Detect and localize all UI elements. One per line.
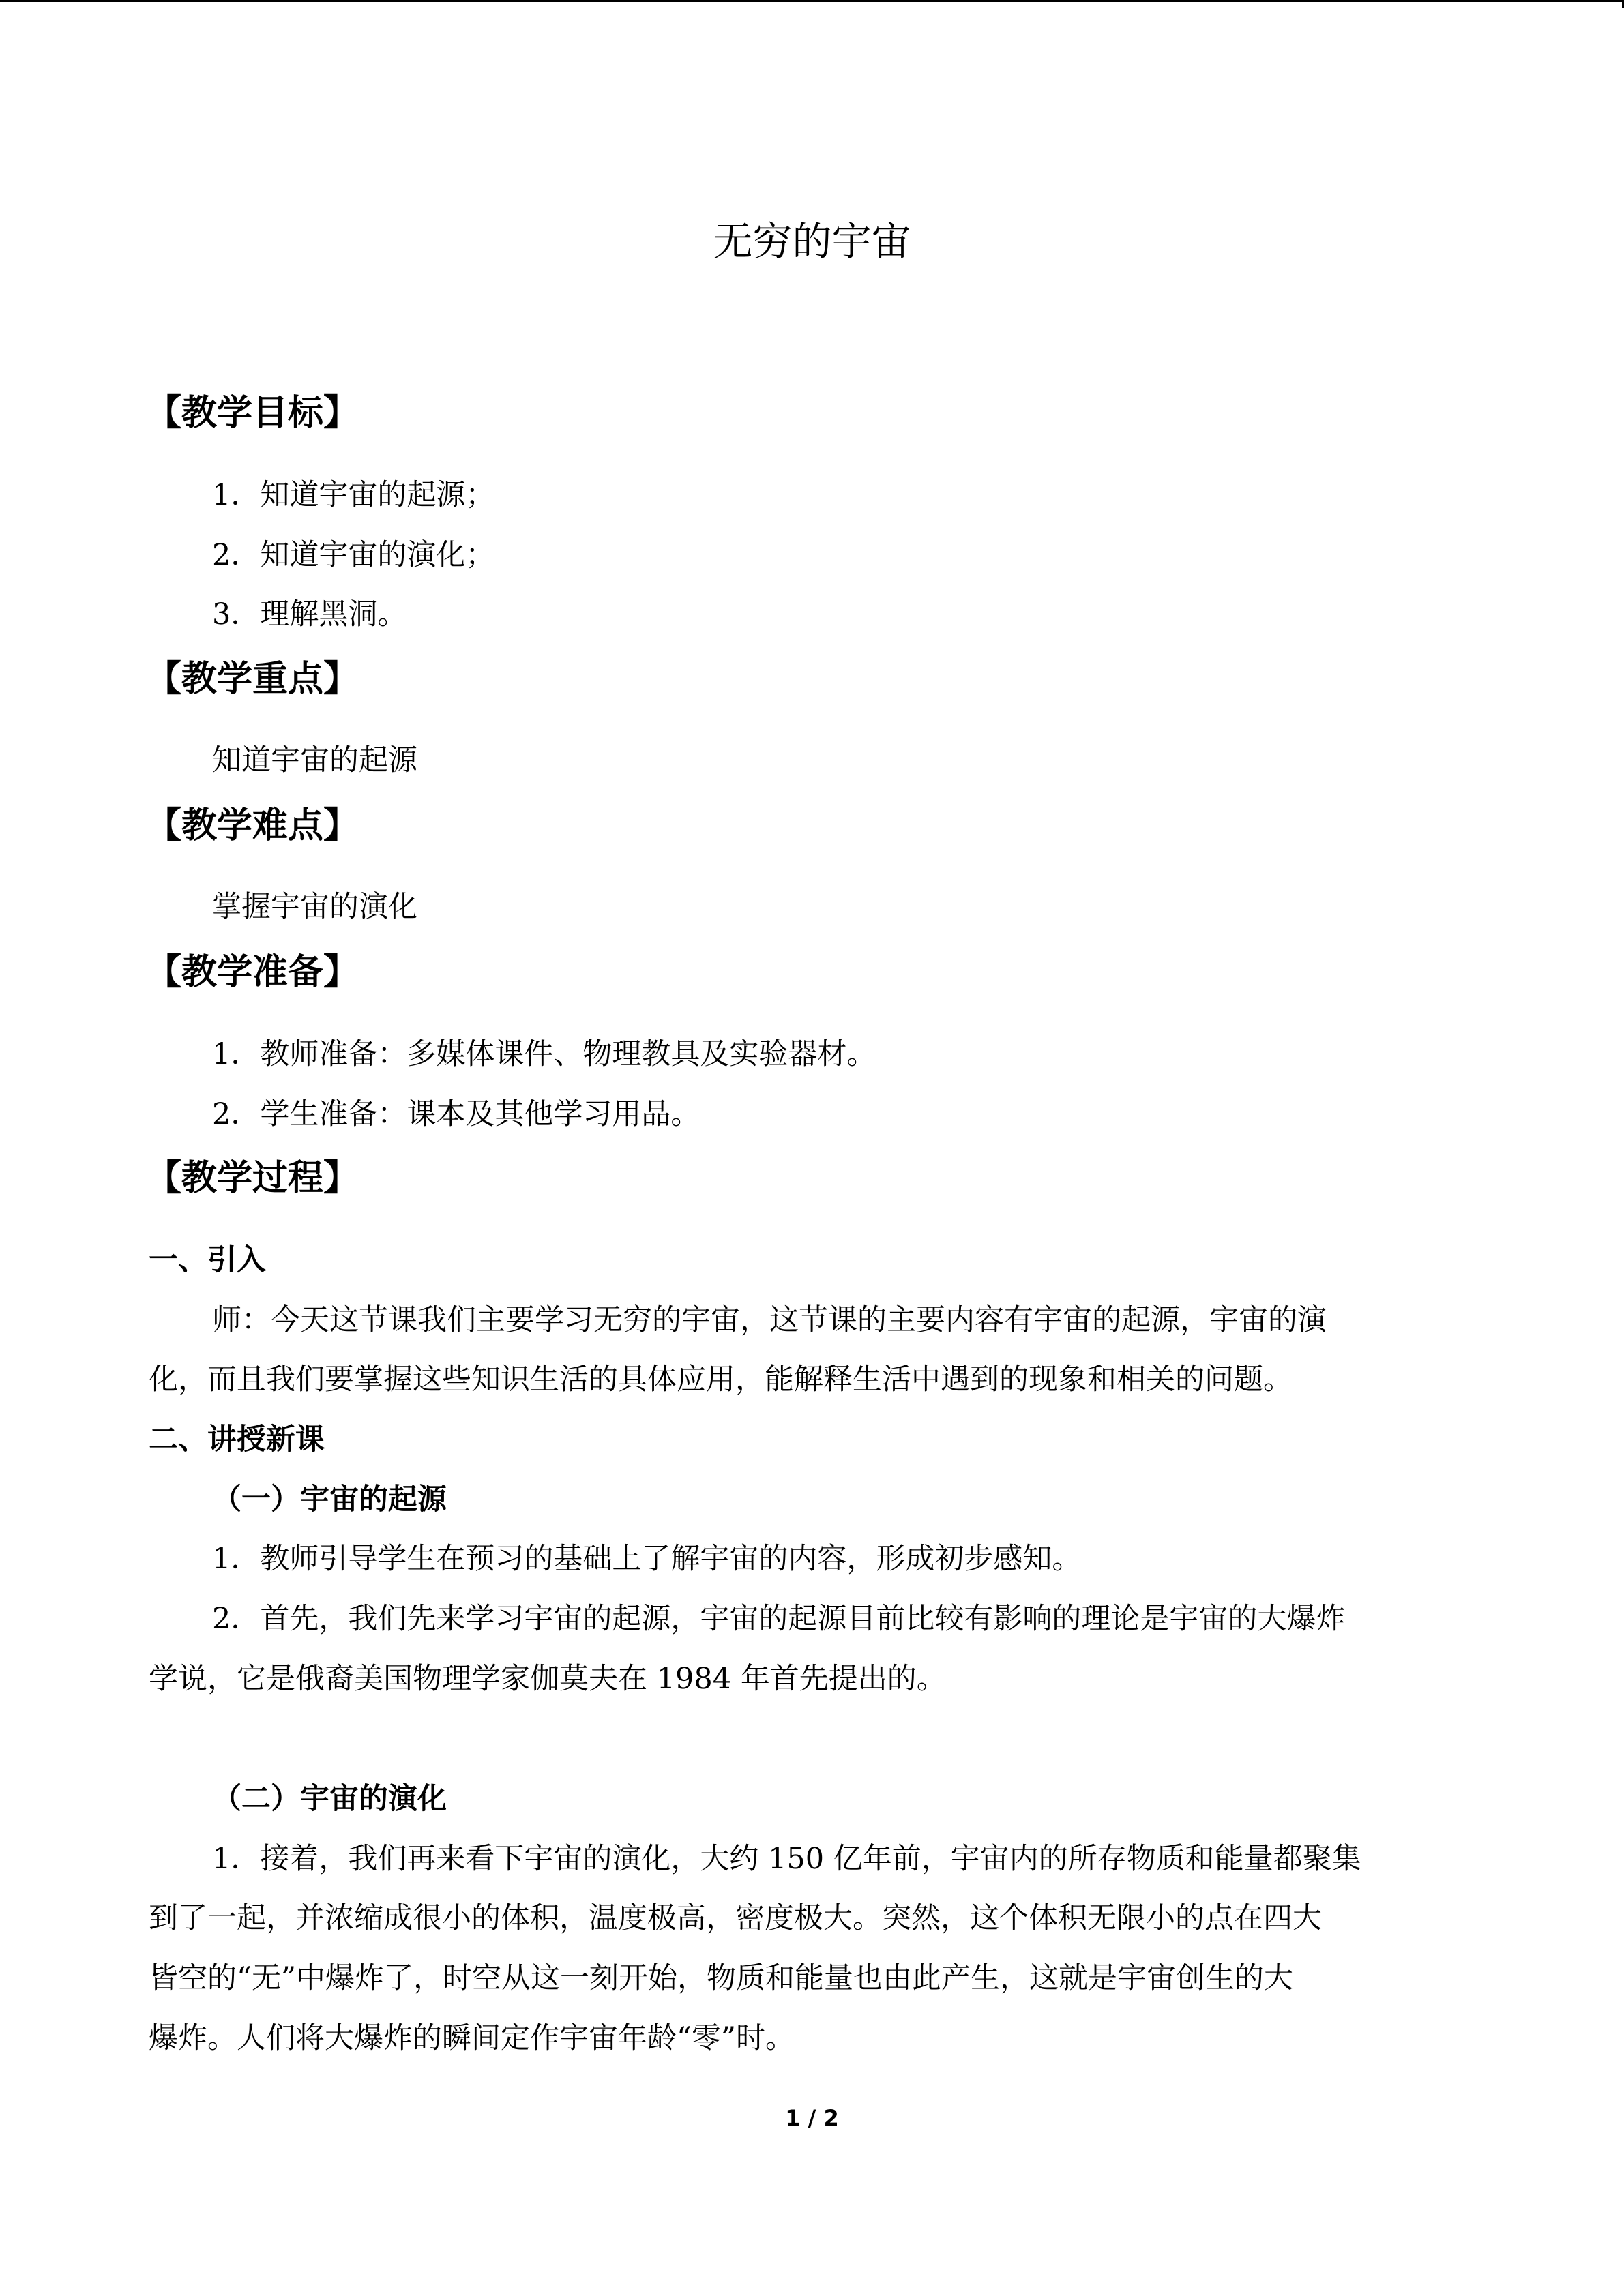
difficulties-text: 掌握宇宙的演化: [212, 890, 417, 924]
objective-item-3: 3．理解黑洞。: [212, 597, 407, 631]
page-number: 1 / 2: [785, 2105, 839, 2131]
objective-item-1: 1．知道宇宙的起源；: [212, 478, 495, 512]
part1-heading: （一）宇宙的起源: [212, 1482, 447, 1517]
part2-line-2: 到了一起，并浓缩成很小的体积，温度极高，密度极大。突然，这个体积无限小的点在四大: [149, 1901, 1322, 1935]
intro-line-2: 化，而且我们要掌握这些知识生活的具体应用，能解释生活中遇到的现象和相关的问题。: [149, 1362, 1293, 1397]
objectives-heading: 【教学目标】: [146, 393, 359, 434]
new-lesson-heading: 二、讲授新课: [149, 1422, 325, 1457]
document-title: 无穷的宇宙: [713, 218, 911, 265]
intro-line-1: 师：今天这节课我们主要学习无穷的宇宙，这节课的主要内容有宇宙的起源，宇宙的演: [212, 1303, 1327, 1337]
preparation-heading: 【教学准备】: [146, 952, 359, 993]
objective-item-2: 2．知道宇宙的演化；: [212, 538, 495, 572]
preparation-item-2: 2．学生准备：课本及其他学习用品。: [212, 1097, 700, 1131]
part1-line-3: 学说，它是俄裔美国物理学家伽莫夫在 1984 年首先提出的。: [149, 1662, 946, 1696]
part2-line-3: 皆空的“无”中爆炸了，时空从这一刻开始，物质和能量也由此产生，这就是宇宙创生的大: [149, 1961, 1293, 1995]
part1-line-1: 1．教师引导学生在预习的基础上了解宇宙的内容，形成初步感知。: [212, 1542, 1082, 1576]
part2-line-4: 爆炸。人们将大爆炸的瞬间定作宇宙年龄“零”时。: [149, 2021, 795, 2055]
part1-line-2: 2．首先，我们先来学习宇宙的起源，宇宙的起源目前比较有影响的理论是宇宙的大爆炸: [212, 1602, 1346, 1636]
part2-line-1: 1．接着，我们再来看下宇宙的演化，大约 150 亿年前，宇宙内的所存物质和能量都聚集: [212, 1842, 1361, 1876]
page-top-border: [0, 0, 1624, 2]
preparation-item-1: 1．教师准备：多媒体课件、物理教具及实验器材。: [212, 1037, 876, 1071]
difficulties-heading: 【教学难点】: [146, 805, 359, 846]
key-points-text: 知道宇宙的起源: [212, 743, 417, 777]
process-heading: 【教学过程】: [146, 1158, 359, 1199]
part2-heading: （二）宇宙的演化: [212, 1782, 447, 1816]
intro-heading: 一、引入: [149, 1243, 266, 1277]
key-points-heading: 【教学重点】: [146, 659, 359, 700]
